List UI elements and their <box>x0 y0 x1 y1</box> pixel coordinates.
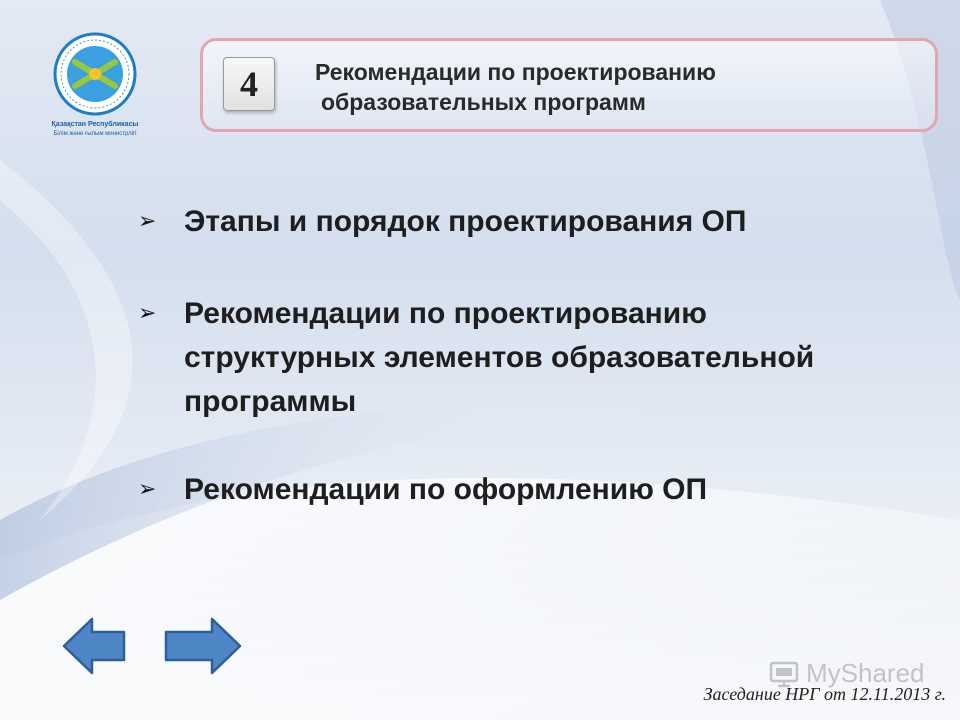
arrow-left-icon <box>62 616 142 676</box>
arrow-right-icon <box>162 616 242 676</box>
bullet-text: Рекомендации по проектированию структурных элементов образовательной программы <box>184 297 815 418</box>
list-item <box>138 200 918 244</box>
logo-caption-line2: Білім және ғылым министрлігі <box>53 131 137 137</box>
footer-caption: Заседание НРГ от 12.11.2013 г. <box>703 684 946 704</box>
watermark-text: MyShared <box>806 657 925 688</box>
bullet-text: Рекомендации по оформлению ОП <box>184 473 708 506</box>
list-item <box>138 292 918 424</box>
logo-emblem-icon <box>40 28 150 138</box>
logo-caption-line1: Қазақстан Республикасы <box>51 121 139 128</box>
slide-number: 4 <box>223 57 275 111</box>
bullet-text: Этапы и порядок проектирования ОП <box>184 205 747 238</box>
header-panel <box>200 38 938 132</box>
prev-slide-button[interactable] <box>62 616 142 676</box>
title-line-1: Рекомендации по проектированию <box>315 59 716 85</box>
title-line-2: образовательных программ <box>321 89 646 115</box>
bullet-arrow-icon: ➢ <box>138 477 157 502</box>
list-item <box>138 468 918 512</box>
next-slide-button[interactable] <box>162 616 242 676</box>
ministry-logo <box>40 28 150 138</box>
bullet-arrow-icon: ➢ <box>138 209 157 234</box>
bullet-arrow-icon: ➢ <box>138 301 157 326</box>
page-title <box>315 57 716 117</box>
